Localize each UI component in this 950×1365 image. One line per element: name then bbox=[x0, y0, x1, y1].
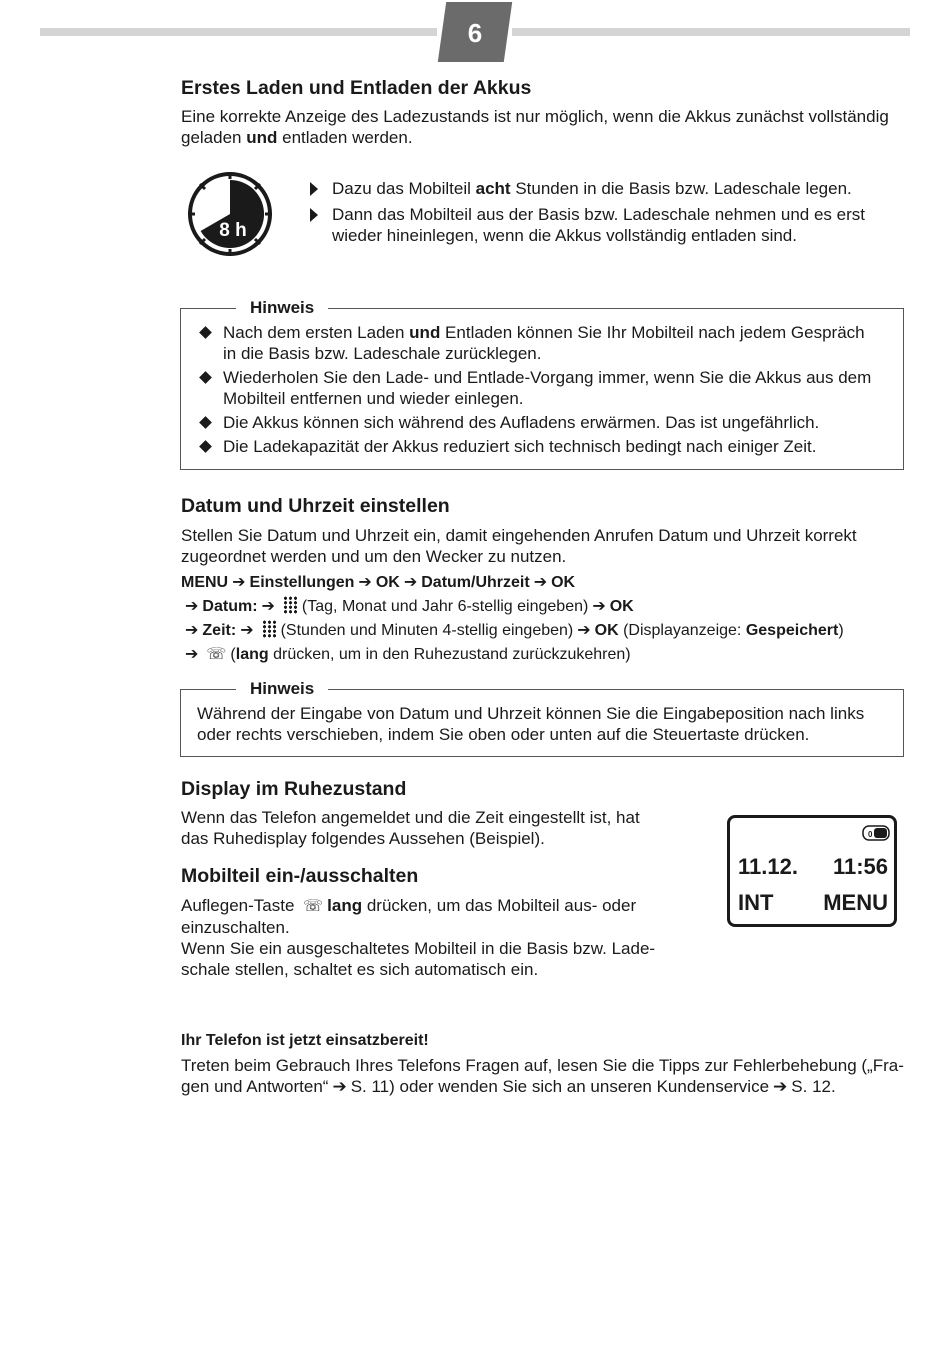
page-number: 6 bbox=[467, 18, 483, 48]
ready-heading: Ihr Telefon ist jetzt einsatzbereit! bbox=[181, 1032, 429, 1049]
section-intro-akkus: Eine korrekte Anzeige des Ladezustands ist nur möglich, wenn die Akkus zunächst vollständig geladen und entladen werden. bbox=[181, 107, 889, 147]
bullet-diamond-icon bbox=[199, 371, 212, 384]
link-service[interactable]: S. 12. bbox=[791, 1077, 836, 1096]
display-time: 11:56 bbox=[832, 854, 888, 879]
section-title-display: Display im Ruhezustand bbox=[181, 778, 407, 800]
hinweis-label-1: Hinweis bbox=[236, 297, 328, 319]
section-title-onoff: Mobilteil ein-/ausschalten bbox=[181, 865, 419, 887]
section-intro-datum: Stellen Sie Datum und Uhrzeit ein, damit eingehenden Anrufen Datum und Uhrzeit korrekt zugeordnet werden und um den Wecker zu nutzen. bbox=[181, 526, 857, 566]
bullet-diamond-icon bbox=[199, 440, 212, 453]
ready-text: Treten beim Gebrauch Ihres Telefons Fragen auf, lesen Sie die Tipps zur Fehlerbehebung („Fra- gen und Antworten“ ➔ S. 11) oder wenden Sie sich an unseren Kundenservice ➔ S. 12. bbox=[181, 1056, 904, 1096]
idle-display bbox=[727, 815, 897, 927]
section-text-display: Wenn das Telefon angemeldet und die Zeit eingestellt ist, hat das Ruhedisplay folgendes Aussehen (Beispiel). bbox=[181, 808, 640, 848]
section-title-akkus: Erstes Laden und Entladen der Akkus bbox=[181, 77, 532, 99]
hinweis-label-2: Hinweis bbox=[236, 678, 328, 700]
link-faq[interactable]: S. 11) bbox=[350, 1077, 395, 1096]
header-rule-left bbox=[40, 28, 437, 36]
bullet-arrow-icon bbox=[310, 208, 318, 222]
end-call-key-icon: ☏ bbox=[303, 898, 324, 915]
svg-text:0: 0 bbox=[868, 830, 873, 839]
clock-8h-icon bbox=[186, 170, 274, 258]
header-rule-right bbox=[512, 28, 910, 36]
bullet-arrow-icon bbox=[310, 182, 318, 196]
hinweis-box-1: Nach dem ersten Laden und Entladen können Sie Ihr Mobilteil nach jedem Gespräch in die Basis bzw. Ladeschale zurücklegen. Wiederholen Sie den Lade- und Entlade-Vorgang immer, wenn Sie die Akkus aus dem Mobilteil entfernen und wieder einlegen. Die Akkus können sich während des Aufladens erwärmen. Das ist ungefährlich. Die Ladekapazität der Akkus reduziert sich technisch bedingt nach einiger Zeit. bbox=[180, 308, 904, 470]
menu-path: MENU ➔ Einstellungen ➔ OK ➔ Datum/Uhrzeit ➔ OK ➔ Datum: ➔ (Tag, Monat und Jahr 6-stellig eingeben) ➔ OK ➔ Zeit: ➔ (Stunden und Minuten 4-stellig eingeben) ➔ OK (Displayanzeige: Gespeichert) ➔ ☏ (lang drücken, um in den Ruhezustand zurückzukehren) bbox=[181, 571, 921, 667]
section-text-onoff: Auflegen-Taste ☏ lang drücken, um das Mobilteil aus- oder einzuschalten. Wenn Sie ein ausgeschaltetes Mobilteil in die Basis bzw. Lade- schale stellen, schaltet es sich automatisch ein. bbox=[181, 896, 656, 979]
display-date: 11.12. bbox=[738, 854, 798, 879]
battery-icon bbox=[862, 824, 892, 842]
display-left-softkey: INT bbox=[738, 890, 774, 915]
section-title-datum: Datum und Uhrzeit einstellen bbox=[181, 495, 450, 517]
keypad-icon bbox=[283, 596, 298, 614]
bullet-diamond-icon bbox=[199, 416, 212, 429]
clock-label: 8 h bbox=[219, 220, 247, 241]
keypad-icon bbox=[262, 620, 277, 638]
hinweis-box-2: Während der Eingabe von Datum und Uhrzeit können Sie die Eingabeposition nach links oder rechts verschieben, indem Sie oben oder unten auf die Steuertaste drücken. bbox=[180, 689, 904, 757]
bullet-diamond-icon bbox=[199, 326, 212, 339]
display-right-softkey: MENU bbox=[823, 890, 888, 915]
end-call-key-icon: ☏ bbox=[206, 646, 227, 663]
